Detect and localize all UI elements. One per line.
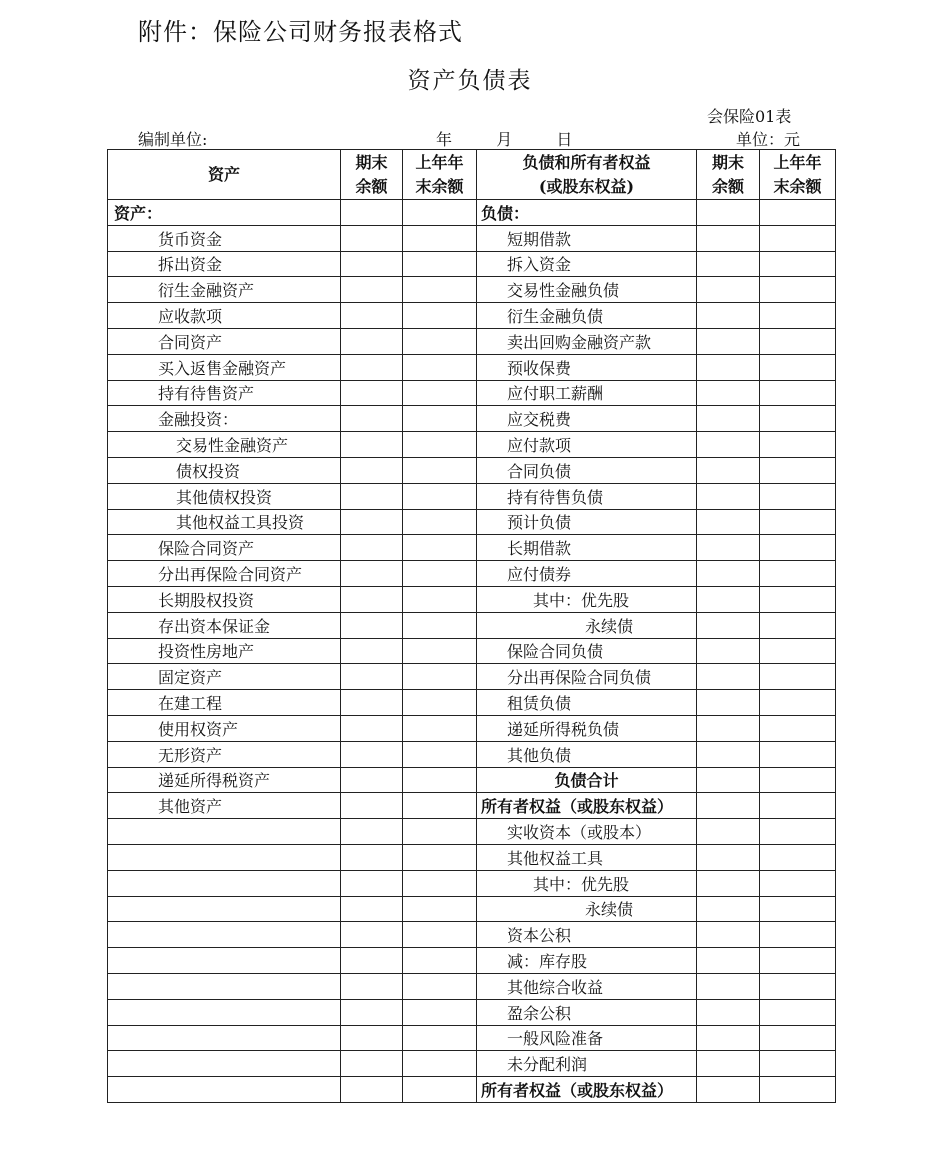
table-row (108, 1051, 836, 1077)
asset-end-balance-cell[interactable] (341, 948, 403, 974)
liability-end-balance-cell[interactable] (697, 535, 760, 561)
asset-item-label: 其他权益工具投资 (108, 509, 341, 535)
liability-equity-item-label: 交易性金融负债 (477, 277, 697, 303)
asset-end-balance-cell[interactable] (341, 819, 403, 845)
asset-prior-balance-cell[interactable] (403, 690, 477, 716)
asset-item-label (108, 973, 341, 999)
liability-end-balance-cell[interactable] (697, 380, 760, 406)
report-date (436, 127, 572, 150)
asset-item-label: 买入返售金融资产 (108, 354, 341, 380)
liability-end-balance-cell[interactable] (697, 690, 760, 716)
liability-equity-item-label: 其他负债 (477, 741, 697, 767)
asset-end-balance-cell[interactable] (341, 277, 403, 303)
asset-item-label: 持有待售资产 (108, 380, 341, 406)
asset-item-label: 交易性金融资产 (108, 432, 341, 458)
liability-prior-balance-cell[interactable] (760, 561, 836, 587)
col-header-liabilities-equity: 负债和所有者权益 (或股东权益) (477, 150, 697, 200)
table-row (108, 664, 836, 690)
liability-end-balance-cell[interactable] (697, 225, 760, 251)
liability-equity-item-label: 衍生金融负债 (477, 303, 697, 329)
liability-prior-balance-cell[interactable] (760, 457, 836, 483)
liability-equity-item-label: 应付职工薪酬 (477, 380, 697, 406)
asset-item-label: 货币资金 (108, 225, 341, 251)
asset-prior-balance-cell[interactable] (403, 251, 477, 277)
table-row (108, 819, 836, 845)
liability-prior-balance-cell[interactable] (760, 406, 836, 432)
currency-unit: 单位：元 (736, 130, 801, 149)
asset-prior-balance-cell[interactable] (403, 328, 477, 354)
liability-end-balance-cell[interactable] (697, 561, 760, 587)
asset-end-balance-cell[interactable] (341, 251, 403, 277)
asset-end-balance-cell[interactable] (341, 432, 403, 458)
asset-item-label: 债权投资 (108, 457, 341, 483)
liability-end-balance-cell[interactable] (697, 354, 760, 380)
liability-equity-item-label: 分出再保险合同负债 (477, 664, 697, 690)
asset-end-balance-cell[interactable] (341, 303, 403, 329)
liability-end-balance-cell[interactable] (697, 896, 760, 922)
liability-prior-balance-cell[interactable] (760, 535, 836, 561)
asset-item-label: 金融投资： (108, 406, 341, 432)
balance-sheet-table (107, 149, 836, 1103)
liability-end-balance-cell[interactable] (697, 328, 760, 354)
asset-item-label: 保险合同资产 (108, 535, 341, 561)
liability-prior-balance-cell[interactable] (760, 819, 836, 845)
liability-end-balance-cell[interactable] (697, 664, 760, 690)
table-row (108, 251, 836, 277)
liability-equity-item-label: 预收保费 (477, 354, 697, 380)
asset-end-balance-cell[interactable] (341, 664, 403, 690)
asset-prior-balance-cell[interactable] (403, 715, 477, 741)
asset-end-balance-cell[interactable] (341, 638, 403, 664)
liability-equity-item-label: 负债合计 (477, 767, 697, 793)
liability-prior-balance-cell[interactable] (760, 999, 836, 1025)
table-row (108, 870, 836, 896)
liability-equity-item-label: 未分配利润 (477, 1051, 697, 1077)
asset-end-balance-cell[interactable] (341, 457, 403, 483)
liability-equity-item-label: 短期借款 (477, 225, 697, 251)
asset-prior-balance-cell[interactable] (403, 561, 477, 587)
asset-end-balance-cell[interactable] (341, 999, 403, 1025)
table-row (108, 225, 836, 251)
date-day: 日 (556, 130, 573, 149)
table-row (108, 896, 836, 922)
asset-end-balance-cell[interactable] (341, 844, 403, 870)
col-header-prior-year-end: 上年年 末余额 (403, 150, 477, 200)
asset-prior-balance-cell[interactable] (403, 767, 477, 793)
liability-end-balance-cell[interactable] (697, 948, 760, 974)
liability-end-balance-cell[interactable] (697, 432, 760, 458)
liability-prior-balance-cell[interactable] (760, 638, 836, 664)
liability-equity-item-label: 合同负债 (477, 457, 697, 483)
asset-item-label: 无形资产 (108, 741, 341, 767)
table-row (108, 200, 836, 226)
asset-prior-balance-cell[interactable] (403, 483, 477, 509)
liability-equity-item-label: 一般风险准备 (477, 1025, 697, 1051)
date-month: 月 (496, 130, 513, 149)
asset-prior-balance-cell[interactable] (403, 819, 477, 845)
liability-prior-balance-cell[interactable] (760, 225, 836, 251)
liability-equity-item-label: 盈余公积 (477, 999, 697, 1025)
asset-prior-balance-cell[interactable] (403, 406, 477, 432)
liability-end-balance-cell[interactable] (697, 200, 760, 226)
table-row (108, 303, 836, 329)
document-title: 资产负债表 (407, 68, 533, 94)
asset-prior-balance-cell[interactable] (403, 948, 477, 974)
asset-end-balance-cell[interactable] (341, 354, 403, 380)
liability-end-balance-cell[interactable] (697, 844, 760, 870)
table-row (108, 612, 836, 638)
asset-end-balance-cell[interactable] (341, 741, 403, 767)
liability-prior-balance-cell[interactable] (760, 741, 836, 767)
asset-prior-balance-cell[interactable] (403, 870, 477, 896)
liability-equity-item-label: 负债： (477, 200, 697, 226)
asset-prior-balance-cell[interactable] (403, 535, 477, 561)
liability-prior-balance-cell[interactable] (760, 483, 836, 509)
asset-prior-balance-cell[interactable] (403, 638, 477, 664)
liability-equity-item-label: 永续债 (477, 896, 697, 922)
asset-end-balance-cell[interactable] (341, 973, 403, 999)
asset-prior-balance-cell[interactable] (403, 432, 477, 458)
liability-prior-balance-cell[interactable] (760, 1051, 836, 1077)
liability-end-balance-cell[interactable] (697, 303, 760, 329)
table-row (108, 406, 836, 432)
liability-end-balance-cell[interactable] (697, 922, 760, 948)
liability-end-balance-cell[interactable] (697, 1051, 760, 1077)
asset-prior-balance-cell[interactable] (403, 999, 477, 1025)
asset-prior-balance-cell[interactable] (403, 457, 477, 483)
asset-item-label (108, 870, 341, 896)
liability-prior-balance-cell[interactable] (760, 277, 836, 303)
asset-end-balance-cell[interactable] (341, 328, 403, 354)
asset-prior-balance-cell[interactable] (403, 741, 477, 767)
table-row (108, 586, 836, 612)
col-header-assets: 资产 (108, 150, 341, 200)
asset-item-label (108, 922, 341, 948)
asset-prior-balance-cell[interactable] (403, 380, 477, 406)
table-row (108, 561, 836, 587)
table-row (108, 277, 836, 303)
liability-end-balance-cell[interactable] (697, 277, 760, 303)
liability-end-balance-cell[interactable] (697, 793, 760, 819)
liability-equity-item-label: 卖出回购金融资产款 (477, 328, 697, 354)
table-row (108, 328, 836, 354)
asset-end-balance-cell[interactable] (341, 1051, 403, 1077)
col-header-end-balance: 期末 余额 (341, 150, 403, 200)
asset-item-label (108, 948, 341, 974)
asset-end-balance-cell[interactable] (341, 612, 403, 638)
liability-end-balance-cell[interactable] (697, 999, 760, 1025)
liability-prior-balance-cell[interactable] (760, 844, 836, 870)
table-row (108, 535, 836, 561)
liability-end-balance-cell[interactable] (697, 715, 760, 741)
liability-end-balance-cell[interactable] (697, 251, 760, 277)
asset-item-label: 资产： (108, 200, 341, 226)
liability-equity-item-label: 租赁负债 (477, 690, 697, 716)
liability-equity-item-label: 应付债券 (477, 561, 697, 587)
date-year: 年 (436, 130, 453, 149)
asset-item-label (108, 1077, 341, 1103)
asset-item-label: 存出资本保证金 (108, 612, 341, 638)
liability-end-balance-cell[interactable] (697, 483, 760, 509)
liability-equity-item-label: 保险合同负债 (477, 638, 697, 664)
liability-prior-balance-cell[interactable] (760, 690, 836, 716)
asset-end-balance-cell[interactable] (341, 380, 403, 406)
asset-end-balance-cell[interactable] (341, 561, 403, 587)
table-row (108, 844, 836, 870)
table-row (108, 973, 836, 999)
liability-equity-item-label: 预计负债 (477, 509, 697, 535)
asset-end-balance-cell[interactable] (341, 586, 403, 612)
asset-item-label: 其他债权投资 (108, 483, 341, 509)
asset-item-label: 长期股权投资 (108, 586, 341, 612)
asset-item-label (108, 896, 341, 922)
asset-end-balance-cell[interactable] (341, 767, 403, 793)
liability-equity-item-label: 应交税费 (477, 406, 697, 432)
liability-prior-balance-cell[interactable] (760, 767, 836, 793)
table-row (108, 999, 836, 1025)
liability-equity-item-label: 资本公积 (477, 922, 697, 948)
liability-prior-balance-cell[interactable] (760, 303, 836, 329)
liability-prior-balance-cell[interactable] (760, 664, 836, 690)
liability-end-balance-cell[interactable] (697, 612, 760, 638)
table-header-row (108, 150, 836, 200)
liability-prior-balance-cell[interactable] (760, 870, 836, 896)
asset-item-label: 合同资产 (108, 328, 341, 354)
asset-prior-balance-cell[interactable] (403, 973, 477, 999)
asset-prior-balance-cell[interactable] (403, 354, 477, 380)
asset-prior-balance-cell[interactable] (403, 922, 477, 948)
asset-item-label: 其他资产 (108, 793, 341, 819)
liability-prior-balance-cell[interactable] (760, 509, 836, 535)
liability-prior-balance-cell[interactable] (760, 973, 836, 999)
liability-prior-balance-cell[interactable] (760, 612, 836, 638)
asset-end-balance-cell[interactable] (341, 715, 403, 741)
liability-prior-balance-cell[interactable] (760, 1025, 836, 1051)
asset-item-label: 投资性房地产 (108, 638, 341, 664)
table-row (108, 1025, 836, 1051)
table-row (108, 690, 836, 716)
liability-equity-item-label: 递延所得税负债 (477, 715, 697, 741)
table-row (108, 483, 836, 509)
liability-prior-balance-cell[interactable] (760, 1077, 836, 1103)
col-header-prior-year-end-2: 上年年 末余额 (760, 150, 836, 200)
asset-prior-balance-cell[interactable] (403, 586, 477, 612)
asset-end-balance-cell[interactable] (341, 483, 403, 509)
liability-equity-item-label: 其中：优先股 (477, 870, 697, 896)
asset-end-balance-cell[interactable] (341, 870, 403, 896)
liability-equity-item-label: 其中：优先股 (477, 586, 697, 612)
liability-end-balance-cell[interactable] (697, 767, 760, 793)
asset-item-label: 在建工程 (108, 690, 341, 716)
liability-equity-item-label: 所有者权益（或股东权益） (477, 1077, 697, 1103)
asset-item-label: 递延所得税资产 (108, 767, 341, 793)
table-row (108, 715, 836, 741)
liability-prior-balance-cell[interactable] (760, 715, 836, 741)
liability-equity-item-label: 其他权益工具 (477, 844, 697, 870)
asset-prior-balance-cell[interactable] (403, 1077, 477, 1103)
liability-equity-item-label: 应付款项 (477, 432, 697, 458)
table-row (108, 457, 836, 483)
liability-end-balance-cell[interactable] (697, 586, 760, 612)
asset-end-balance-cell[interactable] (341, 225, 403, 251)
liability-prior-balance-cell[interactable] (760, 793, 836, 819)
liability-prior-balance-cell[interactable] (760, 896, 836, 922)
liability-equity-item-label: 减：库存股 (477, 948, 697, 974)
asset-end-balance-cell[interactable] (341, 793, 403, 819)
asset-prior-balance-cell[interactable] (403, 612, 477, 638)
col-header-end-balance-2: 期末 余额 (697, 150, 760, 200)
liability-end-balance-cell[interactable] (697, 509, 760, 535)
form-code: 会保险01表 (707, 107, 792, 126)
asset-end-balance-cell[interactable] (341, 509, 403, 535)
liability-end-balance-cell[interactable] (697, 973, 760, 999)
asset-item-label (108, 1025, 341, 1051)
liability-prior-balance-cell[interactable] (760, 354, 836, 380)
asset-prior-balance-cell[interactable] (403, 303, 477, 329)
liability-end-balance-cell[interactable] (697, 1025, 760, 1051)
asset-item-label (108, 999, 341, 1025)
liability-end-balance-cell[interactable] (697, 870, 760, 896)
liability-equity-item-label: 长期借款 (477, 535, 697, 561)
asset-prior-balance-cell[interactable] (403, 225, 477, 251)
asset-prior-balance-cell[interactable] (403, 509, 477, 535)
asset-prior-balance-cell[interactable] (403, 664, 477, 690)
asset-end-balance-cell[interactable] (341, 922, 403, 948)
asset-end-balance-cell[interactable] (341, 200, 403, 226)
asset-item-label: 衍生金融资产 (108, 277, 341, 303)
asset-item-label: 使用权资产 (108, 715, 341, 741)
table-row (108, 638, 836, 664)
table-row (108, 741, 836, 767)
table-row (108, 1077, 836, 1103)
liability-end-balance-cell[interactable] (697, 1077, 760, 1103)
asset-prior-balance-cell[interactable] (403, 1025, 477, 1051)
liability-end-balance-cell[interactable] (697, 457, 760, 483)
liability-equity-item-label: 其他综合收益 (477, 973, 697, 999)
asset-prior-balance-cell[interactable] (403, 200, 477, 226)
table-row (108, 767, 836, 793)
liability-end-balance-cell[interactable] (697, 819, 760, 845)
table-row (108, 948, 836, 974)
asset-item-label (108, 1051, 341, 1077)
asset-end-balance-cell[interactable] (341, 690, 403, 716)
asset-prior-balance-cell[interactable] (403, 1051, 477, 1077)
asset-item-label: 分出再保险合同资产 (108, 561, 341, 587)
liability-end-balance-cell[interactable] (697, 406, 760, 432)
table-row (108, 432, 836, 458)
asset-prior-balance-cell[interactable] (403, 896, 477, 922)
asset-prior-balance-cell[interactable] (403, 277, 477, 303)
asset-end-balance-cell[interactable] (341, 1077, 403, 1103)
asset-end-balance-cell[interactable] (341, 535, 403, 561)
table-row (108, 793, 836, 819)
asset-end-balance-cell[interactable] (341, 1025, 403, 1051)
table-row (108, 922, 836, 948)
liability-equity-item-label: 实收资本（或股本） (477, 819, 697, 845)
reporting-unit-label: 编制单位: (138, 130, 208, 149)
attachment-title: 附件：保险公司财务报表格式 (138, 18, 463, 46)
liability-equity-item-label: 所有者权益（或股东权益） (477, 793, 697, 819)
liability-prior-balance-cell[interactable] (760, 328, 836, 354)
liability-equity-item-label: 持有待售负债 (477, 483, 697, 509)
asset-item-label: 固定资产 (108, 664, 341, 690)
asset-item-label: 应收款项 (108, 303, 341, 329)
liability-prior-balance-cell[interactable] (760, 586, 836, 612)
liability-prior-balance-cell[interactable] (760, 432, 836, 458)
asset-prior-balance-cell[interactable] (403, 793, 477, 819)
liability-prior-balance-cell[interactable] (760, 948, 836, 974)
asset-item-label (108, 844, 341, 870)
table-row (108, 380, 836, 406)
liability-prior-balance-cell[interactable] (760, 251, 836, 277)
liability-equity-item-label: 永续债 (477, 612, 697, 638)
liability-prior-balance-cell[interactable] (760, 922, 836, 948)
liability-equity-item-label: 拆入资金 (477, 251, 697, 277)
asset-item-label (108, 819, 341, 845)
liability-end-balance-cell[interactable] (697, 638, 760, 664)
asset-end-balance-cell[interactable] (341, 406, 403, 432)
asset-item-label: 拆出资金 (108, 251, 341, 277)
table-row (108, 354, 836, 380)
liability-prior-balance-cell[interactable] (760, 380, 836, 406)
liability-prior-balance-cell[interactable] (760, 200, 836, 226)
liability-end-balance-cell[interactable] (697, 741, 760, 767)
table-row (108, 509, 836, 535)
asset-prior-balance-cell[interactable] (403, 844, 477, 870)
asset-end-balance-cell[interactable] (341, 896, 403, 922)
